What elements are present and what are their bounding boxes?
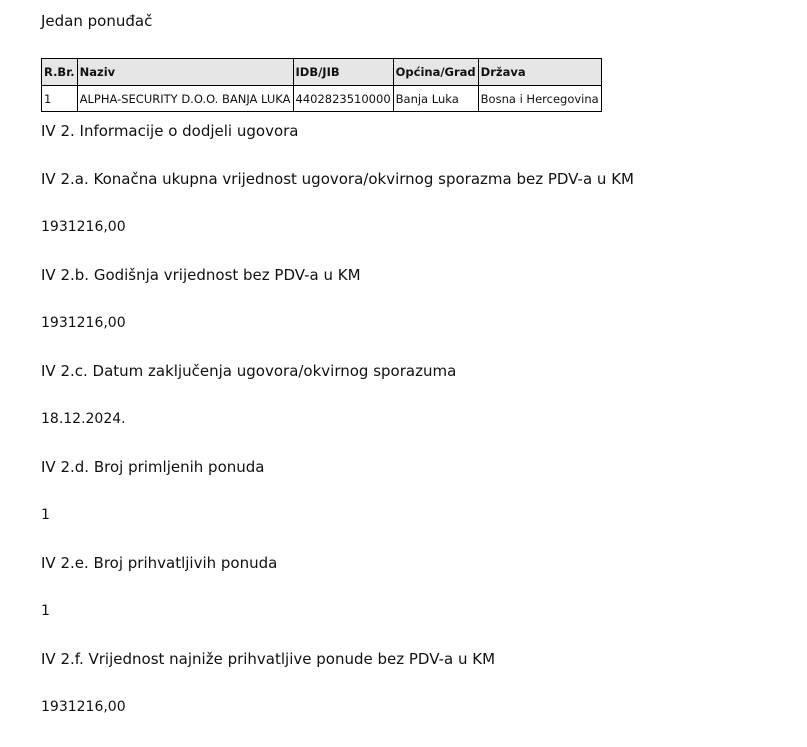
cell-rbr: 1 (42, 86, 78, 112)
item-value-2f: 1931216,00 (41, 699, 126, 715)
item-label-2c: IV 2.c. Datum zaključenja ugovora/okvirnog sporazuma (41, 362, 457, 380)
column-header-rbr: R.Br. (42, 59, 78, 86)
item-label-2f: IV 2.f. Vrijednost najniže prihvatljive ponude bez PDV-a u KM (41, 650, 496, 668)
column-header-opcina: Općina/Grad (393, 59, 478, 86)
item-value-2a: 1931216,00 (41, 219, 126, 235)
item-value-2b: 1931216,00 (41, 315, 126, 331)
column-header-idb: IDB/JIB (293, 59, 393, 86)
cell-drzava: Bosna i Hercegovina (478, 86, 601, 112)
item-value-2d: 1 (41, 507, 50, 523)
item-label-2e: IV 2.e. Broj prihvatljivih ponuda (41, 554, 278, 572)
item-label-2d: IV 2.d. Broj primljenih ponuda (41, 458, 265, 476)
item-label-2a: IV 2.a. Konačna ukupna vrijednost ugovora/okvirnog sporazma bez PDV-a u KM (41, 170, 634, 188)
table-row (42, 86, 602, 112)
cell-idb: 4402823510000 (293, 86, 393, 112)
item-value-2c: 18.12.2024. (41, 411, 126, 427)
cell-naziv: ALPHA-SECURITY D.O.O. BANJA LUKA (77, 86, 293, 112)
cell-opcina: Banja Luka (393, 86, 478, 112)
item-value-2e: 1 (41, 603, 50, 619)
bidder-heading: Jedan ponuđač (41, 12, 153, 30)
section-title: IV 2. Informacije o dodjeli ugovora (41, 122, 299, 140)
column-header-naziv: Naziv (77, 59, 293, 86)
table-header-row (42, 59, 602, 86)
bidders-table (41, 58, 602, 112)
column-header-drzava: Država (478, 59, 601, 86)
item-label-2b: IV 2.b. Godišnja vrijednost bez PDV-a u KM (41, 266, 361, 284)
